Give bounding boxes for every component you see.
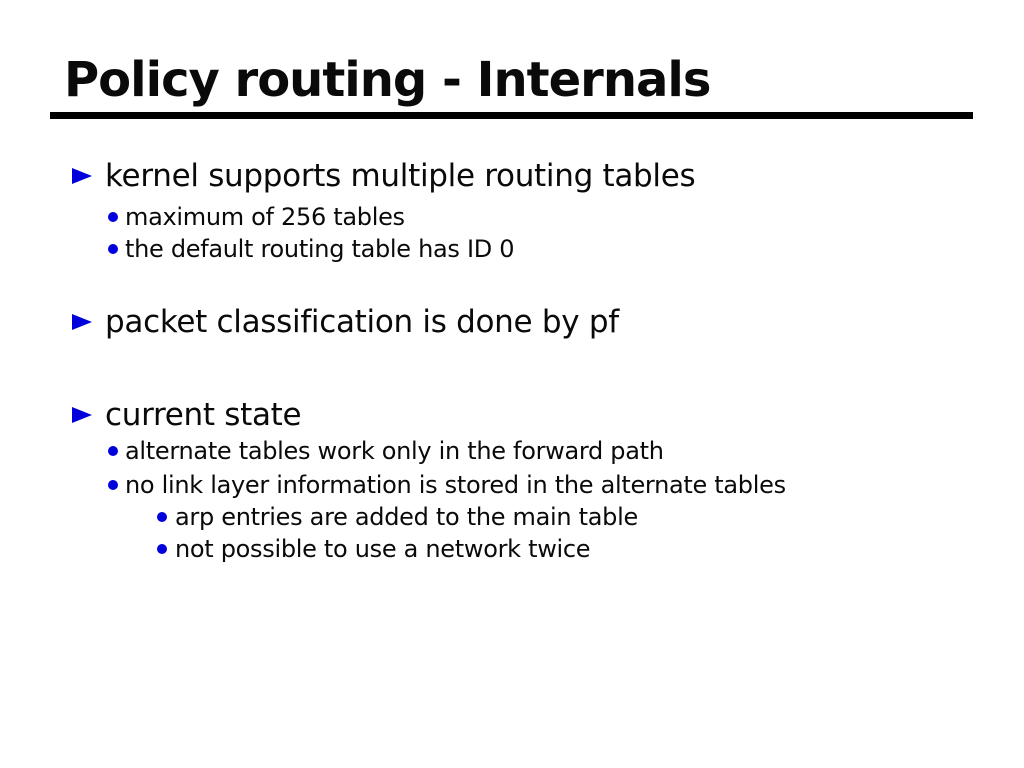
dot-bullet-icon: [157, 544, 167, 554]
bullet-text: not possible to use a network twice: [175, 535, 591, 563]
triangle-bullet-icon: [72, 314, 92, 330]
bullet-item: [157, 534, 590, 564]
bullet-text: no link layer information is stored in the alternate tables: [125, 471, 786, 499]
bullet-item: [72, 302, 619, 342]
bullet-item: [72, 395, 301, 435]
slide-title: Policy routing - Internals: [64, 52, 711, 108]
dot-bullet-icon: [108, 446, 118, 456]
bullet-text: arp entries are added to the main table: [175, 503, 638, 531]
bullet-text: packet classification is done by pf: [105, 304, 619, 340]
bullet-text: current state: [105, 397, 302, 433]
bullet-text: maximum of 256 tables: [125, 203, 405, 231]
bullet-item: [108, 202, 405, 232]
bullet-item: [108, 436, 664, 466]
triangle-bullet-icon: [72, 407, 92, 423]
dot-bullet-icon: [108, 212, 118, 222]
bullet-item: [157, 502, 638, 532]
bullet-item: [108, 470, 786, 500]
bullet-text: the default routing table has ID 0: [125, 235, 515, 263]
bullet-item: [72, 156, 695, 196]
bullet-text: kernel supports multiple routing tables: [105, 158, 696, 194]
dot-bullet-icon: [157, 512, 167, 522]
bullet-item: [108, 234, 514, 264]
triangle-bullet-icon: [72, 168, 92, 184]
bullet-text: alternate tables work only in the forward path: [125, 437, 664, 465]
title-underline-rule: [50, 112, 973, 119]
dot-bullet-icon: [108, 244, 118, 254]
dot-bullet-icon: [108, 480, 118, 490]
